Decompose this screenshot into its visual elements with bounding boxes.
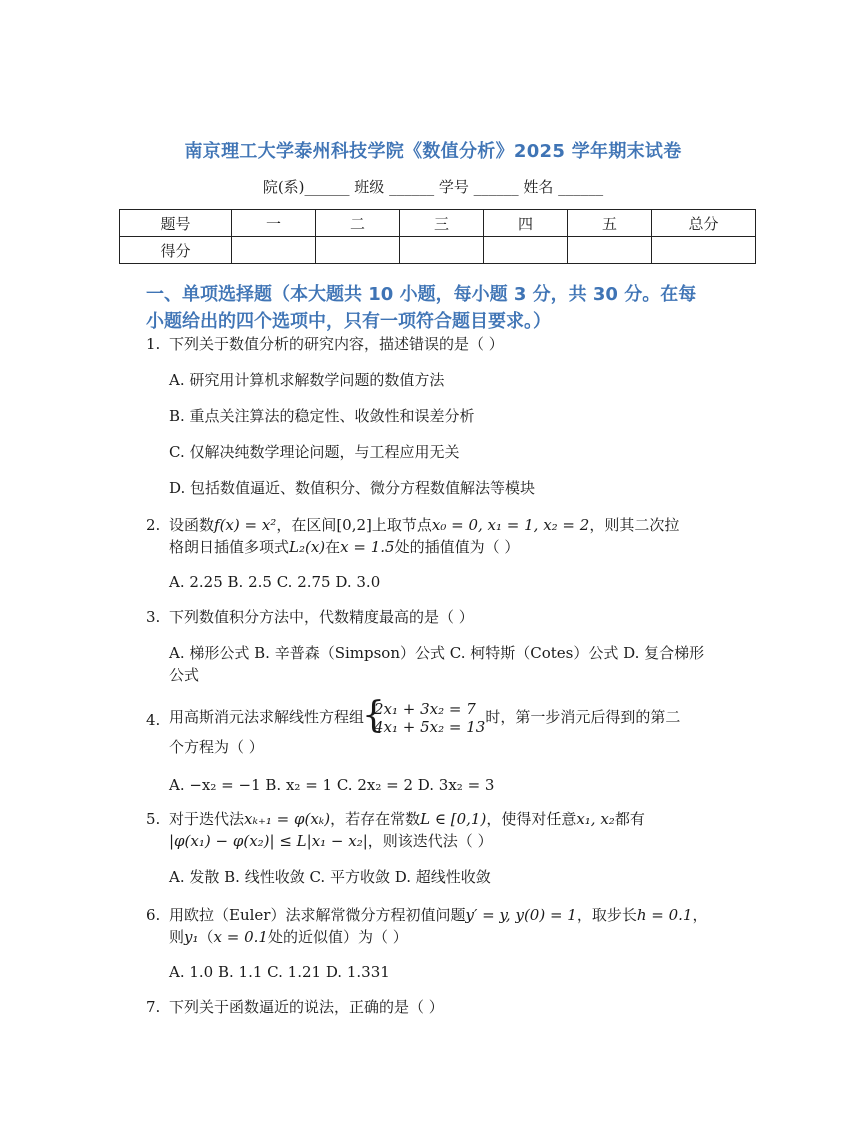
- question-2: [146, 514, 746, 558]
- question-text: 下列关于函数逼近的说法，正确的是（ ）: [169, 998, 444, 1016]
- question-text: 用欧拉（Euler）法求解常微分方程初值问题y′ = y, y(0) = 1，取步长h = 0.1， 则y₁（x = 0.1处的近似值）为（ ）: [169, 906, 708, 946]
- question-7: [146, 996, 746, 1018]
- question-number: 2.: [146, 516, 161, 534]
- score-table: [119, 209, 756, 264]
- table-cell: [652, 237, 756, 264]
- section-heading-line: 小题给出的四个选项中，只有一项符合题目要求。）: [146, 311, 551, 332]
- question-4: [146, 700, 746, 758]
- score-table-score-row: [120, 237, 756, 264]
- option: A. 研究用计算机求解数学问题的数值方法: [169, 371, 445, 389]
- math-expression: y₁: [184, 928, 199, 946]
- question-number: 7.: [146, 998, 161, 1016]
- math-expression: x = 1.5: [340, 538, 395, 556]
- option: B. 重点关注算法的稳定性、收敛性和误差分析: [169, 407, 475, 425]
- exam-title: 南京理工大学泰州科技学院《数值分析》2025 学年期末试卷: [184, 141, 682, 162]
- table-cell: 四: [484, 210, 568, 237]
- math-expression: |φ(x₁) − φ(x₂)| ≤ L|x₁ − x₂|: [169, 832, 368, 850]
- table-cell: [316, 237, 400, 264]
- math-expression: L ∈ [0,1): [420, 810, 487, 828]
- math-expression: h = 0.1: [636, 906, 693, 924]
- question-text: 下列关于数值分析的研究内容，描述错误的是（ ）: [169, 335, 504, 353]
- table-cell: [400, 237, 484, 264]
- question-text: 下列数值积分方法中，代数精度最高的是（ ）: [169, 608, 474, 626]
- table-cell: 一: [232, 210, 316, 237]
- question-text: 对于迭代法xₖ₊₁ = φ(xₖ)，若存在常数L ∈ [0,1)，使得对任意x₁, x₂都有 |φ(x₁) − φ(x₂)| ≤ L|x₁ − x₂|，则该迭代法（ ）: [169, 810, 645, 850]
- student-info-line: 院(系)______ 班级 ______ 学号 ______ 姓名 ______: [262, 178, 604, 196]
- options-line: A. 1.0 B. 1.1 C. 1.21 D. 1.331: [169, 963, 390, 981]
- math-expression: x = 0.1: [213, 928, 268, 946]
- table-cell: [568, 237, 652, 264]
- math-expression: y′ = y, y(0) = 1: [465, 906, 577, 924]
- options-line: A. −x₂ = −1 B. x₂ = 1 C. 2x₂ = 2 D. 3x₂ = 3: [169, 776, 495, 794]
- option: C. 仅解决纯数学理论问题，与工程应用无关: [169, 443, 460, 461]
- math-expression: xₖ₊₁ = φ(xₖ): [244, 810, 331, 828]
- table-cell: 三: [400, 210, 484, 237]
- table-cell: [484, 237, 568, 264]
- question-text: 用高斯消元法求解线性方程组 { 2x₁ + 3x₂ = 7 4x₁ + 5x₂ = 13 时，第一步消元后得到的第二 个方程为（ ）: [169, 700, 746, 758]
- score-table-header-row: [120, 210, 756, 237]
- section-heading-line: 一、单项选择题（本大题共 10 小题，每小题 3 分，共 30 分。在每: [146, 284, 697, 305]
- question-5: [146, 808, 746, 852]
- table-cell: 得分: [120, 237, 232, 264]
- question-1: [146, 333, 746, 355]
- math-expression: x₁, x₂: [576, 810, 615, 828]
- math-expression: f(x) = x²: [214, 516, 277, 534]
- options-line: A. 发散 B. 线性收敛 C. 平方收敛 D. 超线性收敛: [169, 868, 491, 886]
- options-line: A. 梯形公式 B. 辛普森（Simpson）公式 C. 柯特斯（Cotes）公式 D. 复合梯形 公式: [169, 644, 705, 684]
- table-cell: 总分: [652, 210, 756, 237]
- question-number: 1.: [146, 335, 161, 353]
- equation-system: { 2x₁ + 3x₂ = 7 4x₁ + 5x₂ = 13: [364, 700, 485, 736]
- question-text: 设函数f(x) = x²，在区间[0,2]上取节点x₀ = 0, x₁ = 1, x₂ = 2，则其二次拉 格朗日插值多项式L₂(x)在x = 1.5处的插值值为（ ）: [169, 516, 680, 556]
- question-number: 3.: [146, 608, 161, 626]
- question-3: [146, 606, 746, 628]
- question-number: 6.: [146, 906, 161, 924]
- table-cell: 题号: [120, 210, 232, 237]
- table-cell: 五: [568, 210, 652, 237]
- math-expression: L₂(x): [289, 538, 326, 556]
- question-6: [146, 904, 746, 948]
- table-cell: 二: [316, 210, 400, 237]
- question-number: 4.: [146, 711, 161, 729]
- options-line: A. 2.25 B. 2.5 C. 2.75 D. 3.0: [169, 573, 381, 591]
- option: D. 包括数值逼近、数值积分、微分方程数值解法等模块: [169, 479, 536, 497]
- section-heading: [146, 281, 746, 335]
- question-number: 5.: [146, 810, 161, 828]
- math-expression: x₀ = 0, x₁ = 1, x₂ = 2: [431, 516, 590, 534]
- table-cell: [232, 237, 316, 264]
